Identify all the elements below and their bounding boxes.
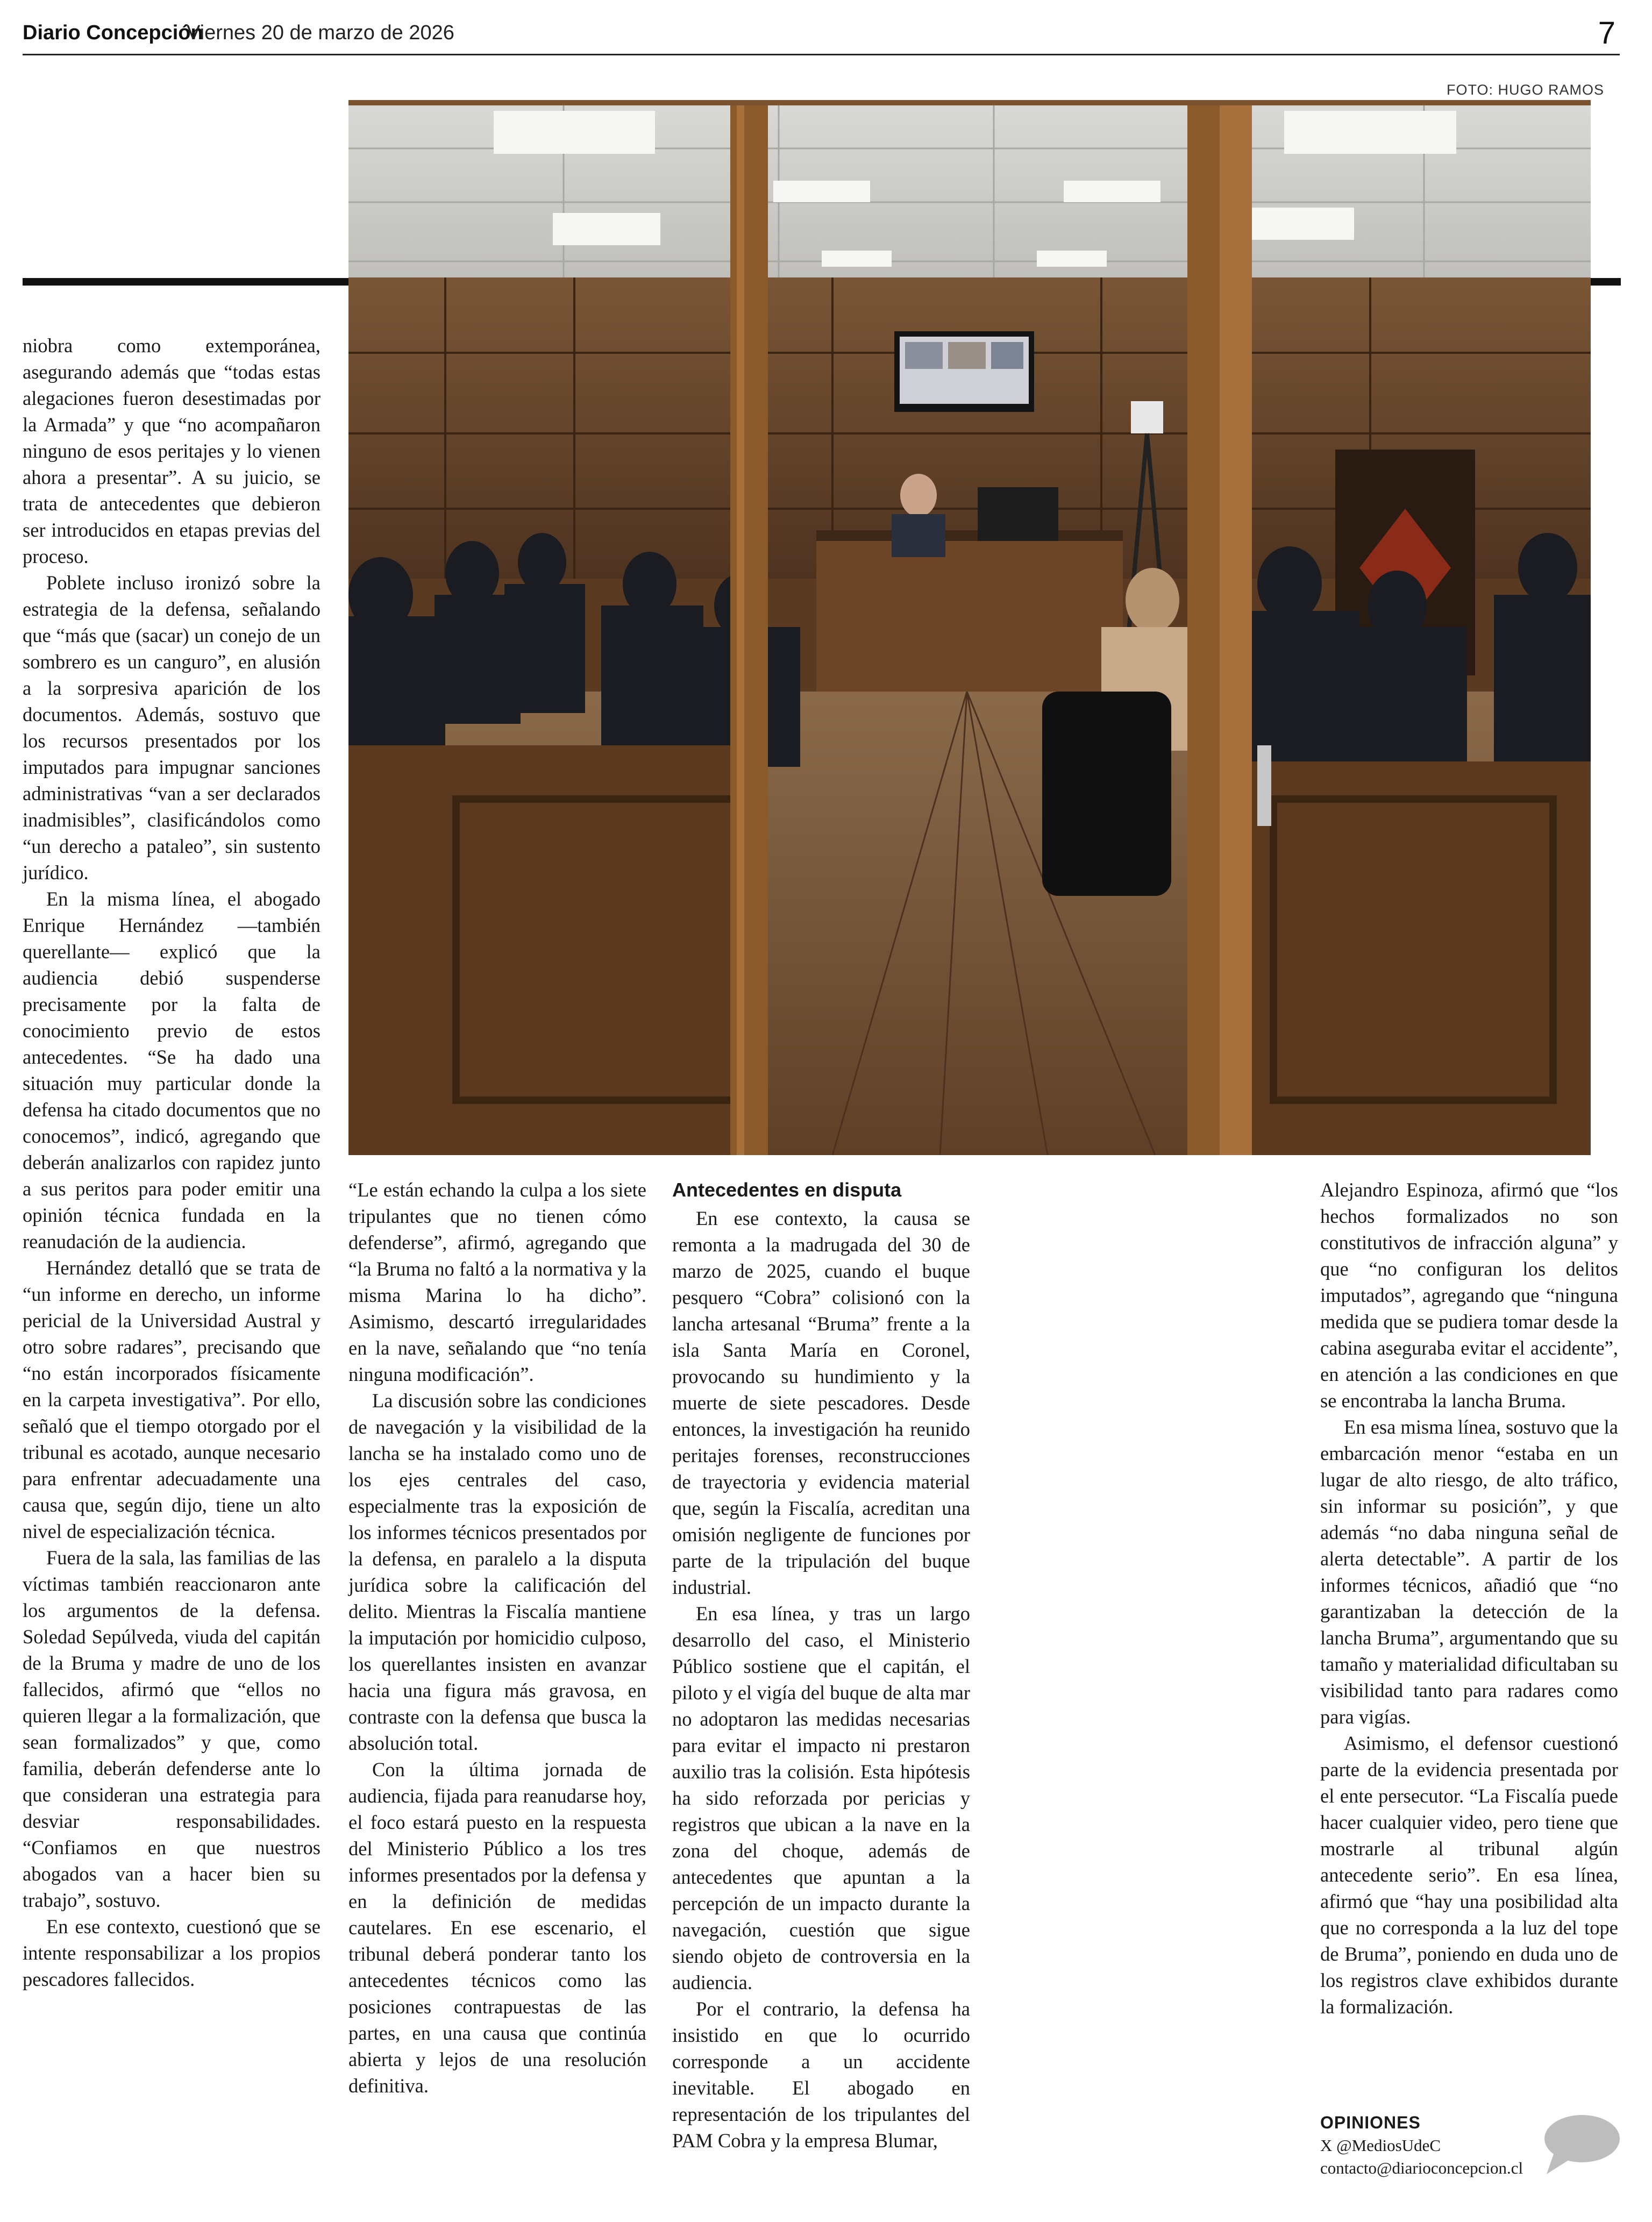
paragraph: En esa misma línea, sostuvo que la embarcación menor “estaba en un lugar de alto riesgo, de alto tráfico, sin informar su posición”, y que además “no daba ninguna señal de alerta detectable”. A partir de los informes técnicos, añadió que “no garantizaban la detección de la lancha Bruma”, argumentando que su tamaño y materialidad dificultaban su visibilidad tanto para radares como para vigías. (1320, 1416, 1618, 1728)
paragraph: En ese contexto, cuestionó que se intente responsabilizar a los propios pescadores fallecidos. (23, 1915, 321, 1990)
issue-date: Viernes 20 de marzo de 2026 (187, 22, 454, 44)
paragraph: niobra como extemporánea, asegurando además que “todas estas alegaciones fueron desestimadas por la Armada” y que “no acompañaron ninguno de esos peritajes y lo vienen ahora a presentar”. A su juicio, se trata de antecedentes que debieron ser introducidos en etapas previas del proceso. (23, 334, 321, 567)
article-column-2 (348, 1177, 646, 2099)
paragraph: Alejandro Espinoza, afirmó que “los hechos formalizados no son constitutivos de infracción alguna” y que “no configuran los delitos imputados”, agregando que “ninguna medida que se pudiera tomar desde la cabina aseguraba evitar el accidente”, en atención a las condiciones en que se encontraba la lancha Bruma. (1320, 1179, 1618, 1412)
paragraph: En ese contexto, la causa se remonta a la madrugada del 30 de marzo de 2025, cuando el buque pesquero “Cobra” colisionó con la lancha artesanal “Bruma” frente a la isla Santa María en Coronel, provocando su hundimiento y la muerte de siete pescadores. Desde entonces, la investigación ha reunido peritajes forenses, reconstrucciones de trayectoria y evidencia material que, según la Fiscalía, acreditan una omisión negligente de funciones por parte de la tripulación del buque industrial. (672, 1207, 970, 1598)
paragraph: En esa línea, y tras un largo desarrollo del caso, el Ministerio Público sostiene que el capitán, el piloto y el vigía del buque de alta mar no adoptaron las medidas necesarias para evitar el impacto ni prestaron auxilio tras la colisión. Esta hipótesis ha sido reforzada por pericias y registros que ubican a la nave en la zona del choque, además de antecedentes que apuntan a la percepción de un impacto durante la navegación, cuestión que sigue siendo objeto de controversia en la audiencia. (672, 1603, 970, 1993)
courtroom-photo (348, 100, 1591, 1155)
paragraph: Asimismo, el defensor cuestionó parte de la evidencia presentada por el ente persecutor. “La Fiscalía puede hacer cualquier video, pero tiene que mostrarle al tribunal algún antecedente serio”. En esa línea, afirmó que “hay una posibilidad alta que no corresponda a la luz del tope de Bruma”, poniendo en duda uno de los registros clave exhibidos durante la formalización. (1320, 1732, 1618, 2018)
paragraph: Fuera de la sala, las familias de las víctimas también reaccionaron ante los argumentos de la defensa. Soledad Sepúlveda, viuda del capitán de la Bruma y madre de uno de los fallecidos, afirmó que “ellos no quieren llegar a la formalización, que sean formalizados” y que, como familia, deberán defenderse ante lo que consideran una estrategia para desviar responsabilidades. “Confiamos en que nuestros abogados van a hacer bien su trabajo”, sostuvo. (23, 1547, 321, 1911)
paragraph: Hernández detalló que se trata de “un informe en derecho, un informe pericial de la Universidad Austral y otro sobre radares”, precisando que “no están incorporados físicamente en la carpeta investigativa”. Por ello, señaló que el tiempo otorgado por el tribunal es acotado, aunque necesario para enfrentar adecuadamente una causa que, según dijo, tiene un alto nivel de especialización técnica. (23, 1257, 321, 1542)
paragraph: La discusión sobre las condiciones de navegación y la visibilidad de la lancha se ha instalado como uno de los ejes centrales del caso, especialmente tras la exposición de los informes técnicos presentados por la defensa, en paralelo a la disputa jurídica sobre la calificación del delito. Mientras la Fiscalía mantiene la imputación por homicidio culposo, los querellantes insisten en avanzar hacia una figura más gravosa, en contraste con la defensa que busca la absolución total. (348, 1390, 646, 1754)
opiniones-title: OPINIONES (1320, 2113, 1421, 2132)
newspaper-name: Diario Concepción (23, 22, 203, 44)
opiniones-email[interactable]: contacto@diarioconcepcion.cl (1320, 2159, 1523, 2177)
speech-bubble-icon (1542, 2114, 1621, 2180)
section-rule-left (23, 278, 348, 286)
section-rule-right (1591, 278, 1621, 286)
page-header (23, 15, 1620, 55)
article-column-3 (672, 1177, 970, 2154)
page-number: 7 (1598, 16, 1615, 51)
paragraph: Poblete incluso ironizó sobre la estrategia de la defensa, señalando que “más que (sacar) un conejo de un sombrero es un canguro”, en alusión a la sorpresiva aparición de los documentos. Además, sostuvo que los recursos presentados por los imputados para impugnar sanciones administrativas “van a ser declarados inadmisibles”, clasificándolos como “un derecho a pataleo”, sin sustento jurídico. (23, 572, 321, 884)
paragraph: “Le están echando la culpa a los siete tripulantes que no tienen cómo defenderse”, afirmó, agregando que “la Bruma no faltó a la normativa y la misma Marina lo ha dicho”. Asimismo, descartó irregularidades en la nave, señalando que “no tenía ninguna modificación”. (348, 1179, 646, 1385)
paragraph: Por el contrario, la defensa ha insistido en que lo ocurrido corresponde a un accidente inevitable. El abogado en representación de los tripulantes del PAM Cobra y la empresa Blumar, (672, 1998, 970, 2152)
article-column-1 (23, 332, 321, 1992)
section-subheading: Antecedentes en disputa (672, 1179, 902, 1201)
photo-credit: FOTO: HUGO RAMOS (1447, 82, 1605, 98)
paragraph: En la misma línea, el abogado Enrique Hernández —también querellante— explicó que la audiencia debió suspenderse precisamente por la falta de conocimiento previo de estos antecedentes. “Se ha dado una situación muy particular donde la defensa ha citado documentos que no conocemos”, indicó, agregando que deberán analizarlos con rapidez junto a sus peritos para poder emitir una opinión técnica fundada en la reanudación de la audiencia. (23, 888, 321, 1252)
paragraph: Con la última jornada de audiencia, fijada para reanudarse hoy, el foco estará puesto en la respuesta del Ministerio Público a los tres informes presentados por la defensa y en la definición de medidas cautelares. En ese escenario, el tribunal deberá ponderar tanto los antecedentes técnicos como las posiciones contrapuestas de las partes, en una causa que continúa abierta y lejos de una resolución definitiva. (348, 1758, 646, 2097)
article-column-4 (1320, 1177, 1618, 2020)
opiniones-social[interactable]: X @MediosUdeC (1320, 2136, 1441, 2155)
